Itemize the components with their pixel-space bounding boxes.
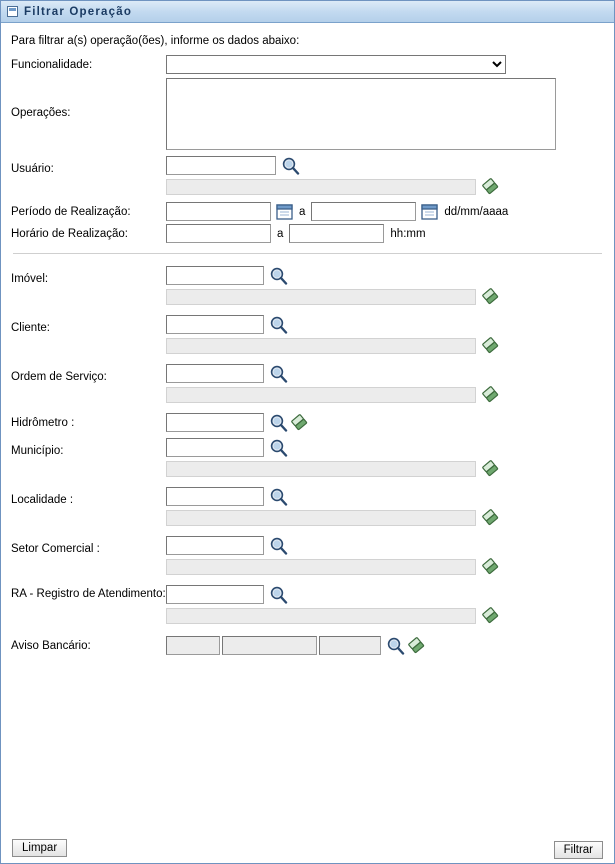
search-icon[interactable] bbox=[269, 536, 288, 555]
operacoes-textarea[interactable] bbox=[166, 78, 556, 150]
eraser-icon[interactable] bbox=[481, 287, 500, 306]
filtrar-button[interactable]: Filtrar bbox=[554, 841, 603, 859]
search-icon[interactable] bbox=[281, 156, 300, 175]
aviso-bancario-input-3[interactable] bbox=[319, 636, 381, 655]
eraser-icon[interactable] bbox=[481, 508, 500, 527]
row-hidrometro bbox=[11, 413, 604, 432]
ra-input[interactable] bbox=[166, 585, 264, 604]
label-setor-comercial: Setor Comercial : bbox=[11, 543, 100, 555]
row-aviso-bancario bbox=[11, 636, 604, 655]
row-imovel bbox=[11, 266, 604, 309]
cliente-description bbox=[166, 338, 476, 354]
window-titlebar bbox=[1, 1, 614, 23]
hidrometro-input[interactable] bbox=[166, 413, 264, 432]
row-usuario bbox=[11, 156, 604, 199]
municipio-input[interactable] bbox=[166, 438, 264, 457]
search-icon[interactable] bbox=[269, 487, 288, 506]
label-operacoes: Operações: bbox=[11, 107, 71, 119]
aviso-bancario-input-1[interactable] bbox=[166, 636, 220, 655]
imovel-description-line bbox=[166, 287, 500, 306]
form-footer bbox=[1, 829, 614, 863]
label-usuario: Usuário: bbox=[11, 163, 54, 175]
form-instructions: Para filtrar a(s) operação(ões), informe os dados abaixo: bbox=[11, 35, 300, 47]
calendar-icon[interactable] bbox=[276, 203, 293, 220]
municipio-description-line bbox=[166, 459, 500, 478]
row-localidade bbox=[11, 487, 604, 530]
label-horario-realizacao: Horário de Realização: bbox=[11, 228, 128, 240]
window-icon bbox=[7, 6, 18, 17]
eraser-icon[interactable] bbox=[481, 557, 500, 576]
row-periodo-realizacao bbox=[11, 202, 604, 221]
localidade-input[interactable] bbox=[166, 487, 264, 506]
horario-format-hint: hh:mm bbox=[390, 227, 426, 240]
row-ra-registro-atendimento bbox=[11, 585, 604, 628]
label-periodo-realizacao: Período de Realização: bbox=[11, 206, 131, 218]
ra-description bbox=[166, 608, 476, 624]
search-icon[interactable] bbox=[269, 364, 288, 383]
label-ra-registro-atendimento: RA - Registro de Atendimento: bbox=[11, 588, 166, 600]
periodo-end-input[interactable] bbox=[311, 202, 416, 221]
label-imovel: Imóvel: bbox=[11, 273, 49, 285]
periodo-start-input[interactable] bbox=[166, 202, 271, 221]
periodo-format-hint: dd/mm/aaaa bbox=[444, 205, 509, 218]
eraser-icon[interactable] bbox=[481, 385, 500, 404]
limpar-button[interactable]: Limpar bbox=[12, 839, 67, 857]
label-municipio: Município: bbox=[11, 445, 64, 457]
form-content bbox=[1, 23, 614, 831]
label-funcionalidade: Funcionalidade: bbox=[11, 59, 93, 71]
label-cliente: Cliente: bbox=[11, 322, 50, 334]
row-ordem-servico bbox=[11, 364, 604, 407]
search-icon[interactable] bbox=[269, 585, 288, 604]
search-icon[interactable] bbox=[269, 315, 288, 334]
label-ordem-servico: Ordem de Serviço: bbox=[11, 371, 107, 383]
setor-comercial-description-line bbox=[166, 557, 500, 576]
section-divider bbox=[13, 253, 602, 254]
search-icon[interactable] bbox=[269, 438, 288, 457]
setor-comercial-description bbox=[166, 559, 476, 575]
eraser-icon[interactable] bbox=[481, 606, 500, 625]
municipio-description bbox=[166, 461, 476, 477]
eraser-icon[interactable] bbox=[481, 336, 500, 355]
localidade-description-line bbox=[166, 508, 500, 527]
periodo-separator: a bbox=[299, 205, 306, 218]
setor-comercial-input[interactable] bbox=[166, 536, 264, 555]
label-localidade: Localidade : bbox=[11, 494, 74, 506]
localidade-description bbox=[166, 510, 476, 526]
row-horario-realizacao bbox=[11, 224, 604, 243]
search-icon[interactable] bbox=[269, 413, 288, 432]
eraser-icon[interactable] bbox=[407, 636, 426, 655]
page-title: Filtrar Operação bbox=[24, 5, 133, 18]
horario-separator: a bbox=[277, 227, 284, 240]
row-cliente bbox=[11, 315, 604, 358]
ordem-servico-input[interactable] bbox=[166, 364, 264, 383]
search-icon[interactable] bbox=[269, 266, 288, 285]
usuario-description bbox=[166, 179, 476, 195]
calendar-icon-end[interactable] bbox=[421, 203, 438, 220]
ra-description-line bbox=[166, 606, 500, 625]
imovel-description bbox=[166, 289, 476, 305]
funcionalidade-select[interactable] bbox=[166, 55, 506, 74]
row-setor-comercial bbox=[11, 536, 604, 579]
search-icon[interactable] bbox=[386, 636, 405, 655]
eraser-icon[interactable] bbox=[290, 413, 309, 432]
eraser-icon[interactable] bbox=[481, 459, 500, 478]
row-funcionalidade bbox=[11, 55, 604, 74]
ordem-servico-description bbox=[166, 387, 476, 403]
eraser-icon[interactable] bbox=[481, 177, 500, 196]
horario-start-input[interactable] bbox=[166, 224, 271, 243]
usuario-input[interactable] bbox=[166, 156, 276, 175]
ordem-servico-description-line bbox=[166, 385, 500, 404]
row-municipio bbox=[11, 438, 604, 481]
usuario-description-line bbox=[166, 177, 500, 196]
label-hidrometro: Hidrômetro : bbox=[11, 417, 75, 429]
cliente-input[interactable] bbox=[166, 315, 264, 334]
cliente-description-line bbox=[166, 336, 500, 355]
row-operacoes bbox=[11, 78, 604, 150]
label-aviso-bancario: Aviso Bancário: bbox=[11, 640, 91, 652]
imovel-input[interactable] bbox=[166, 266, 264, 285]
horario-end-input[interactable] bbox=[289, 224, 384, 243]
aviso-bancario-input-2[interactable] bbox=[222, 636, 317, 655]
